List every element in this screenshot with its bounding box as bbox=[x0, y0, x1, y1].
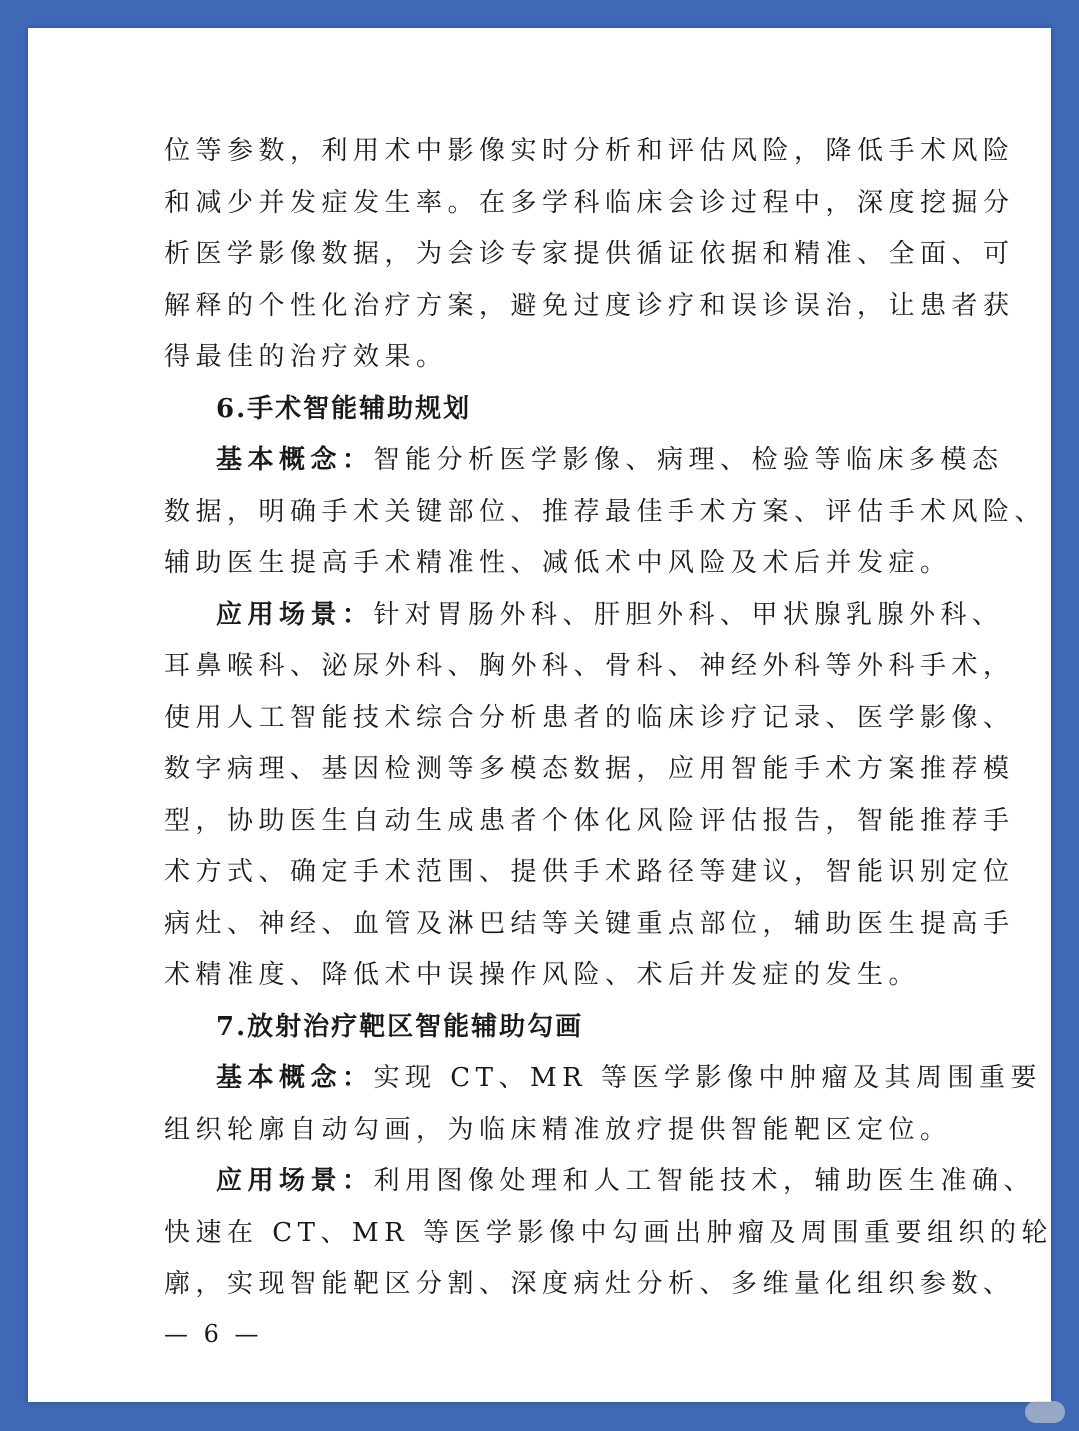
document-page bbox=[28, 28, 1051, 1402]
paragraph-line: 使用人工智能技术综合分析患者的临床诊疗记录、医学影像、 bbox=[164, 702, 1015, 733]
paragraph-line: 解释的个性化治疗方案，避免过度诊疗和误诊误治，让患者获 bbox=[164, 290, 1015, 321]
scenario-text: 针对胃肠外科、肝胆外科、甲状腺乳腺外科、 bbox=[373, 599, 1004, 630]
paragraph-line: 组织轮廓自动勾画，为临床精准放疗提供智能靶区定位。 bbox=[164, 1114, 952, 1145]
document-body bbox=[164, 126, 1053, 1311]
paragraph-line: 得最佳的治疗效果。 bbox=[164, 342, 448, 372]
section-heading-6: 6.手术智能辅助规划 bbox=[216, 393, 472, 424]
paragraph-line: 快速在 CT、MR 等医学影像中勾画出肿瘤及周围重要组织的轮 bbox=[164, 1217, 1053, 1248]
paragraph-line bbox=[164, 435, 1004, 487]
concept-text: 实现 CT、MR 等医学影像中肿瘤及其周围重要 bbox=[373, 1063, 1042, 1093]
concept-text: 智能分析医学影像、病理、检验等临床多模态 bbox=[373, 445, 1004, 475]
paragraph-line: 型，协助医生自动生成患者个体化风险评估报告，智能推荐手 bbox=[164, 805, 1015, 836]
paragraph-line: 廓，实现智能靶区分割、深度病灶分析、多维量化组织参数、 bbox=[164, 1269, 1015, 1299]
paragraph-line: 术方式、确定手术范围、提供手术路径等建议，智能识别定位 bbox=[164, 857, 1015, 887]
watermark-badge bbox=[1025, 1401, 1065, 1423]
paragraph-line: 术精准度、降低术中误操作风险、术后并发症的发生。 bbox=[164, 960, 921, 990]
section-heading-7: 7.放射治疗靶区智能辅助勾画 bbox=[216, 1011, 584, 1042]
paragraph-line: 析医学影像数据，为会诊专家提供循证依据和精准、全面、可 bbox=[164, 239, 1015, 269]
paragraph-line: 辅助医生提高手术精准性、减低术中风险及术后并发症。 bbox=[164, 548, 952, 578]
paragraph-line: 位等参数，利用术中影像实时分析和评估风险，降低手术风险 bbox=[164, 136, 1015, 166]
paragraph-line: 耳鼻喉科、泌尿外科、胸外科、骨科、神经外科等外科手术， bbox=[164, 651, 1015, 681]
paragraph-line: 数据，明确手术关键部位、推荐最佳手术方案、评估手术风险、 bbox=[164, 496, 1047, 527]
scenario-label: 应用场景： bbox=[216, 1166, 374, 1196]
concept-label: 基本概念： bbox=[216, 445, 374, 475]
paragraph-line bbox=[164, 590, 1004, 642]
page-number: — 6 — bbox=[164, 1320, 263, 1348]
paragraph-line: 和减少并发症发生率。在多学科临床会诊过程中，深度挖掘分 bbox=[164, 187, 1015, 218]
scenario-label: 应用场景： bbox=[216, 599, 374, 630]
paragraph-line: 数字病理、基因检测等多模态数据，应用智能手术方案推荐模 bbox=[164, 754, 1015, 784]
paragraph-line: 病灶、神经、血管及淋巴结等关键重点部位，辅助医生提高手 bbox=[164, 908, 1015, 939]
scenario-text: 利用图像处理和人工智能技术，辅助医生准确、 bbox=[373, 1166, 1036, 1196]
paragraph-line bbox=[164, 1156, 1036, 1208]
concept-label: 基本概念： bbox=[216, 1063, 374, 1093]
paragraph-line bbox=[164, 1053, 1042, 1105]
